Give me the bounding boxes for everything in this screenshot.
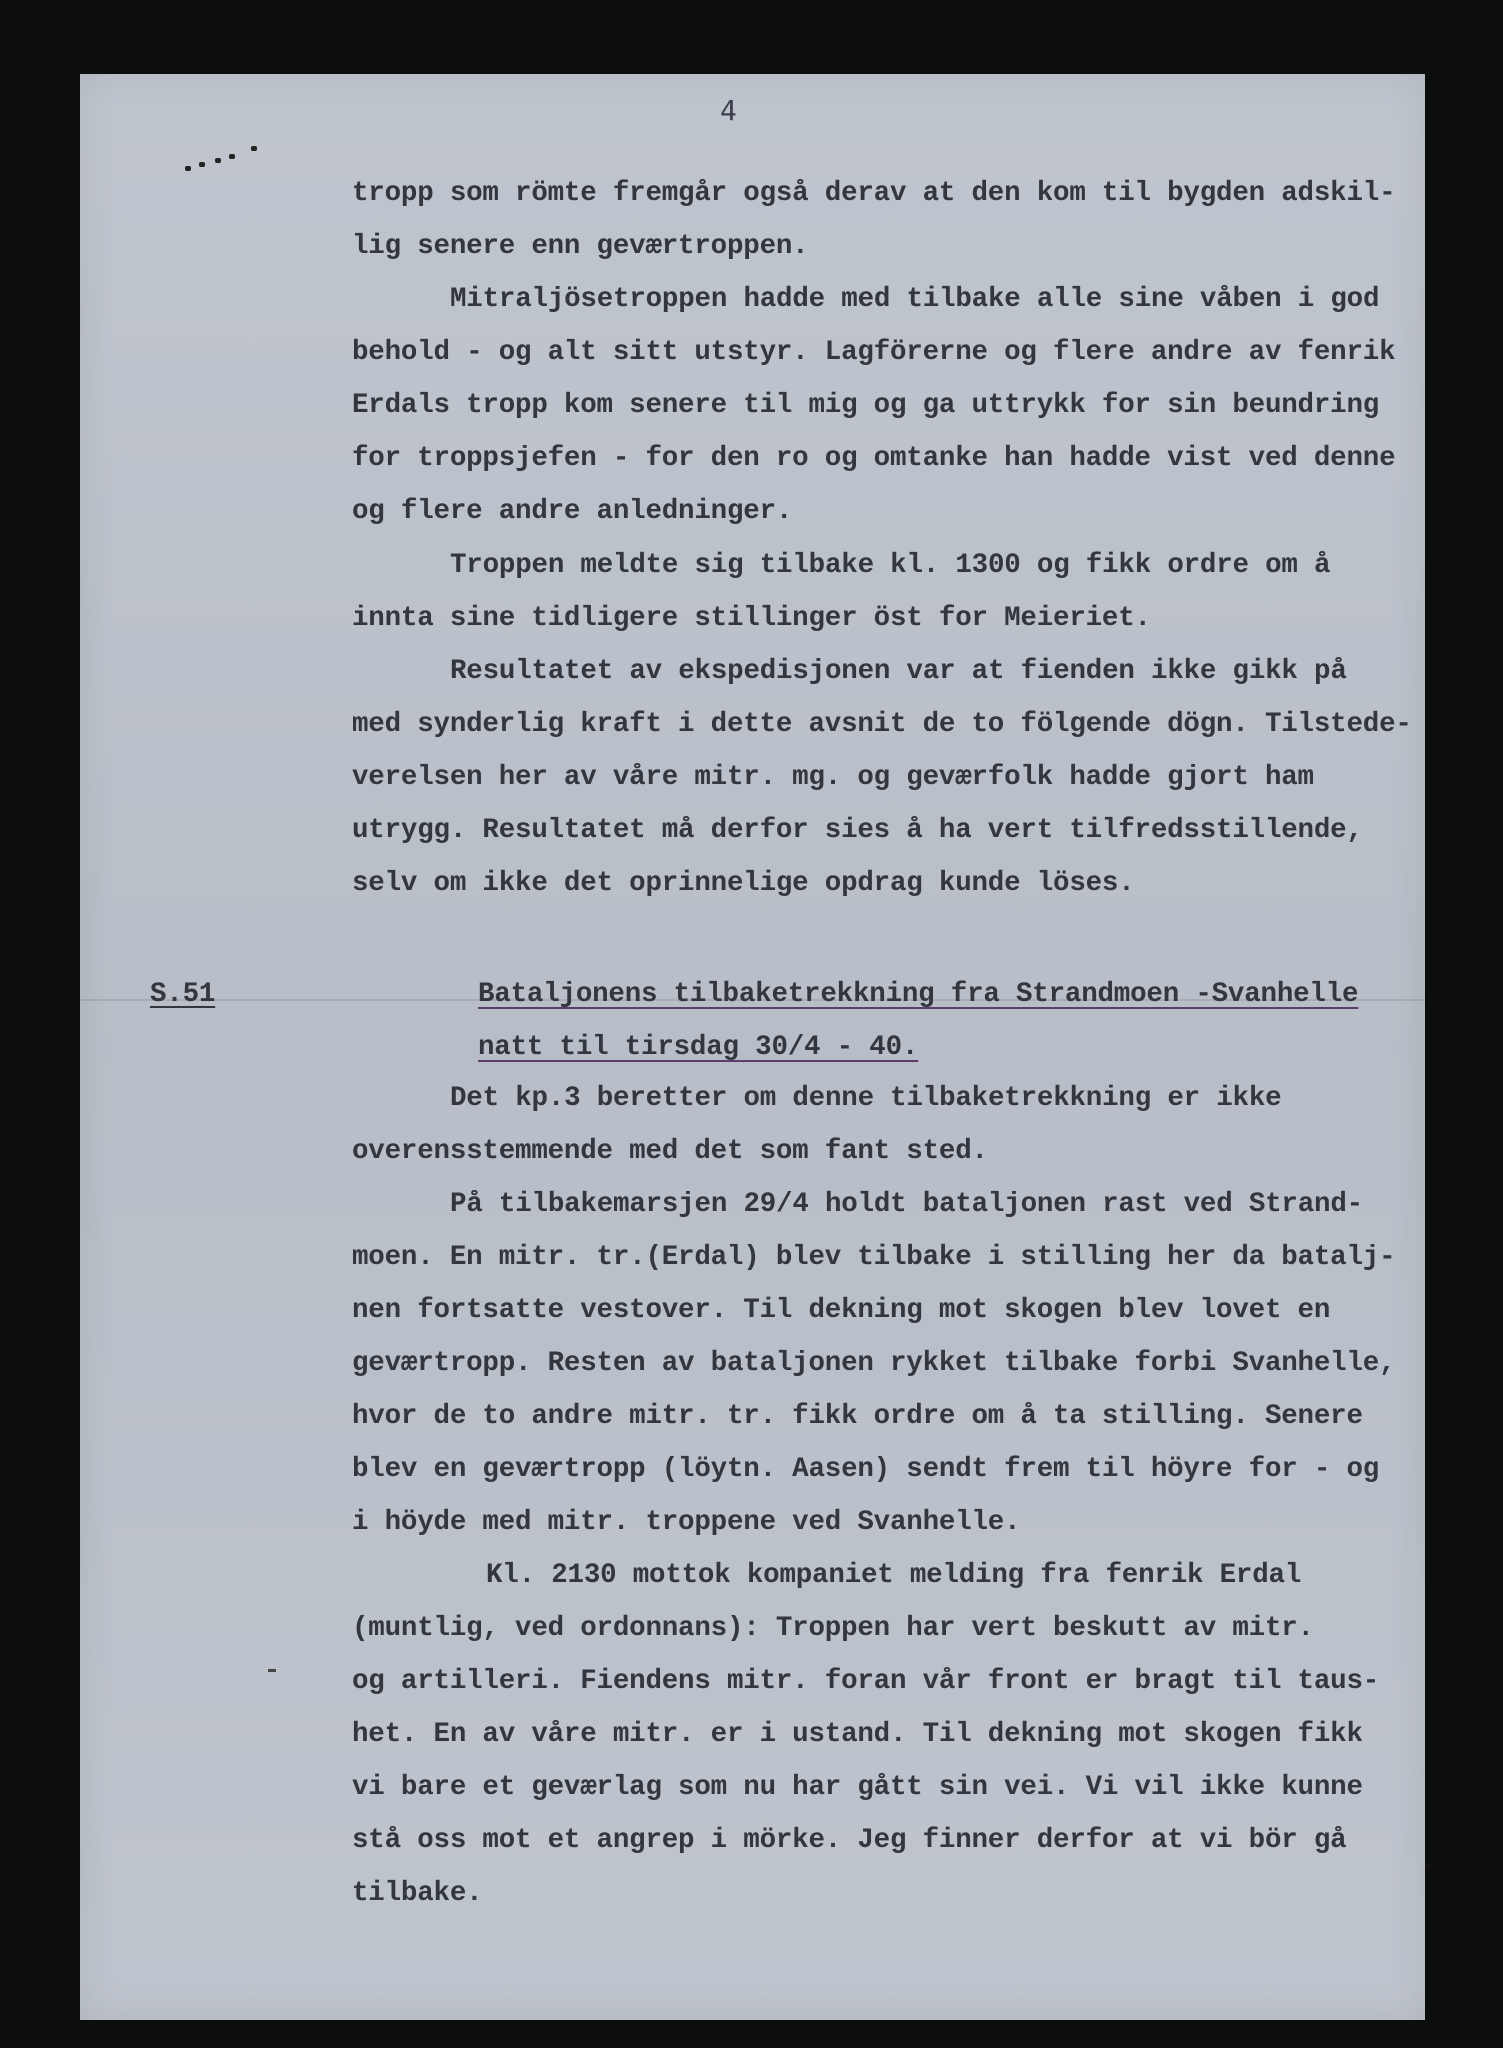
pencil-mark-icon [268, 1669, 276, 1672]
text-line: tropp som römte fremgår også derav at den kom til bygden adskil- [352, 178, 1396, 209]
section-heading: Bataljonens tilbaketrekkning fra Strandmoen -Svanhelle [478, 979, 1359, 1010]
text-line: Det kp.3 beretter om denne tilbaketrekkning er ikke [450, 1083, 1282, 1114]
text-line: selv om ikke det oprinnelige opdrag kunde löses. [352, 868, 1135, 899]
text-line: behold - og alt sitt utstyr. Lagförerne og flere andre av fenrik [352, 337, 1396, 368]
text-line: Mitraljösetroppen hadde med tilbake alle sine våben i god [450, 284, 1380, 315]
section-reference: S.51 [150, 979, 216, 1010]
text-line: i höyde med mitr. troppene ved Svanhelle. [352, 1507, 1021, 1538]
page-number: 4 [720, 94, 737, 127]
edge-tear-icon [1425, 1864, 1433, 1870]
text-line: Kl. 2130 mottok kompaniet melding fra fenrik Erdal [486, 1560, 1302, 1591]
text-line: nen fortsatte vestover. Til dekning mot skogen blev lovet en [352, 1295, 1331, 1326]
text-line: utrygg. Resultatet må derfor sies å ha vert tilfredsstillende, [352, 815, 1363, 846]
text-line: geværtropp. Resten av bataljonen rykket tilbake forbi Svanhelle, [352, 1348, 1396, 1379]
text-line: På tilbakemarsjen 29/4 holdt bataljonen rast ved Strand- [450, 1189, 1363, 1220]
text-line: Troppen meldte sig tilbake kl. 1300 og fikk ordre om å [450, 550, 1331, 581]
text-line: og flere andre anledninger. [352, 496, 793, 527]
text-line: stå oss mot et angrep i mörke. Jeg finner derfor at vi bör gå [352, 1825, 1347, 1856]
text-line: og artilleri. Fiendens mitr. foran vår front er bragt til taus- [352, 1666, 1380, 1697]
text-line: Resultatet av ekspedisjonen var at fienden ikke gikk på [450, 656, 1347, 687]
text-line: blev en geværtropp (löytn. Aasen) sendt frem til höyre for - og [352, 1454, 1380, 1485]
text-line: tilbake. [352, 1878, 483, 1909]
ink-marks-icon [185, 124, 275, 204]
text-line: moen. En mitr. tr.(Erdal) blev tilbake i stilling her da batalj- [352, 1242, 1396, 1273]
section-heading: natt til tirsdag 30/4 - 40. [478, 1032, 919, 1063]
text-line: med synderlig kraft i dette avsnit de to fölgende dögn. Tilstede- [352, 709, 1412, 740]
text-line: for troppsjefen - for den ro og omtanke han hadde vist ved denne [352, 443, 1396, 474]
text-line: hvor de to andre mitr. tr. fikk ordre om å ta stilling. Senere [352, 1401, 1363, 1432]
text-line: overensstemmende med det som fant sted. [352, 1136, 988, 1167]
text-line: vi bare et geværlag som nu har gått sin vei. Vi vil ikke kunne [352, 1772, 1363, 1803]
document-page [80, 74, 1425, 2020]
text-line: lig senere enn geværtroppen. [352, 231, 809, 262]
text-line: Erdals tropp kom senere til mig og ga uttrykk for sin beundring [352, 390, 1380, 421]
text-line: innta sine tidligere stillinger öst for Meieriet. [352, 603, 1151, 634]
text-line: het. En av våre mitr. er i ustand. Til dekning mot skogen fikk [352, 1719, 1363, 1750]
text-line: (muntlig, ved ordonnans): Troppen har vert beskutt av mitr. [352, 1613, 1314, 1644]
text-line: verelsen her av våre mitr. mg. og geværfolk hadde gjort ham [352, 762, 1314, 793]
